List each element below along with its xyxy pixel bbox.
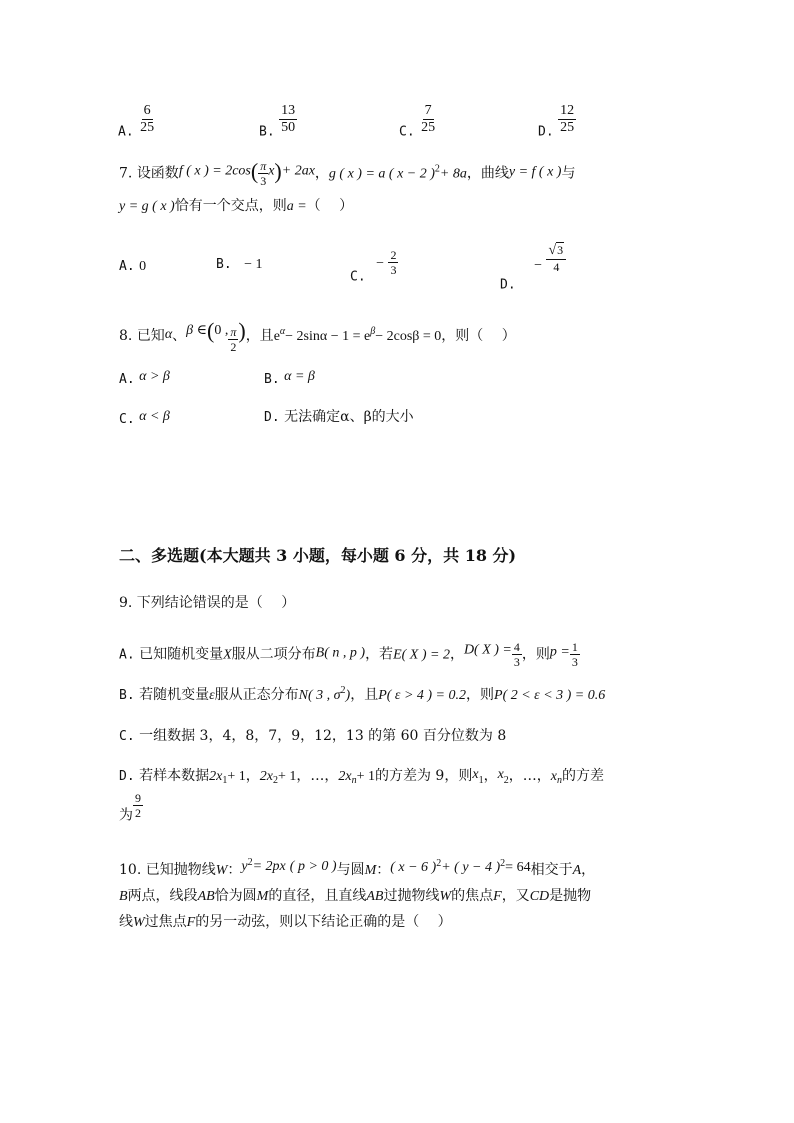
q6-option-a — [118, 104, 156, 139]
q7-option-a: A. 0 — [119, 259, 147, 274]
q7-option-b: B. − 1 — [216, 257, 263, 272]
q10-stem-line1: 10. 已知抛物线W：$y^2= 2px$ ( p > 0 )与圆M：( x − 6 )$^2$+ ( y − 4 )$^2$= 64相交于A， — [119, 857, 596, 878]
q9-stem: 9. 下列结论错误的是（ ） — [119, 595, 296, 611]
fraction: $\frac{2}{3}$ — [390, 248, 397, 277]
q6-option-b — [259, 104, 297, 139]
fraction: $\frac{\pi}{2}$ — [230, 325, 237, 354]
q8-option-c: C. α < β — [119, 409, 170, 427]
fraction: $\frac{1}{3}$ — [571, 640, 578, 669]
q10-stem-line3: 线W过焦点F的另一动弦，则以下结论正确的是（ ） — [119, 914, 452, 930]
q8-stem: 8. 已知α、β ∈(0 , $\frac{\pi}{2}$ )，且$e^\alpha- 2\sin\alpha - 1 = e^\beta- 2\cos\beta = 0$，则（ ） — [119, 318, 516, 354]
q6-option-d — [538, 104, 576, 139]
section-heading: 二、多选题(本大题共 3 小题，每小题 6 分，共 18 分) — [119, 546, 517, 565]
q7-stem-line1: 7. 设函数f ( x ) = 2cos( $\frac{\pi}{3}$ x)+ 2ax，g ( x ) = a ( x − 2 )$^2$+ 8a，曲线y = f ( x )与 — [119, 158, 576, 188]
q8-option-a: A. α > β — [119, 369, 170, 387]
formula-g: g ( x ) = a ( x − 2 ) — [328, 166, 435, 182]
fraction: $\frac{7}{25}$ — [421, 103, 436, 135]
fraction: $\frac{\pi}{3}$ — [260, 159, 267, 188]
fraction: $\frac{12}{25}$ — [560, 103, 575, 135]
option-label: C. — [399, 124, 415, 140]
q9-option-b: B. 若随机变量ε服从正态分布N( 3 , $\sigma^2$)，且P( ε > 4 ) = 0.2，则P( 2 < ε < 3 ) = 0.6 — [119, 685, 606, 703]
q6-option-c — [399, 104, 437, 139]
fraction: $\frac{6}{25}$ — [140, 103, 155, 135]
q9-option-d-cont: 为 $\frac{9}{2}$ — [119, 791, 141, 824]
q7-option-d: D. − $\frac{√3}{4}$ — [500, 244, 566, 292]
q9-option-d: D. 若样本数据$2x_1+ 1$，$2x_2+ 1$，…，$2x_n+ 1$的方差为 9，则$x_1$，$x_2$，…，$x_n$的方差 — [119, 767, 604, 786]
fraction: $\frac{4}{3}$ — [513, 640, 520, 669]
q7-stem-line2: y = g ( x )恰有一个交点，则a =（ ） — [119, 198, 354, 214]
q9-option-c: C. 一组数据 3，4，8，7，9，12，13 的第 60 百分位数为 8 — [119, 728, 507, 744]
q7-option-c: C. − $\frac{2}{3}$ — [350, 248, 397, 285]
option-label: D. — [538, 124, 554, 140]
q9-option-a: A. 已知随机变量X服从二项分布B( n , p )，若E( X ) = 2，D( X ) = $\frac{4}{3}$ ，则p = $\frac{1}{3}$ — [119, 640, 578, 669]
q8-option-b: B. α = β — [264, 369, 315, 387]
fraction: $\frac{9}{2}$ — [135, 791, 141, 820]
fraction: $\frac{13}{50}$ — [281, 103, 296, 135]
q8-option-d: D. 无法确定α、β的大小 — [264, 409, 414, 425]
formula-f: f ( x ) = 2cos — [178, 163, 251, 179]
question-number: 7. — [119, 165, 133, 182]
option-label: B. — [259, 124, 275, 140]
option-label: A. — [118, 124, 134, 140]
q10-stem-line2: B两点，线段AB恰为圆M的直径，且直线AB过抛物线W的焦点F，又CD是抛物 — [119, 888, 592, 904]
fraction: $\frac{√3}{4}$ — [546, 244, 566, 273]
